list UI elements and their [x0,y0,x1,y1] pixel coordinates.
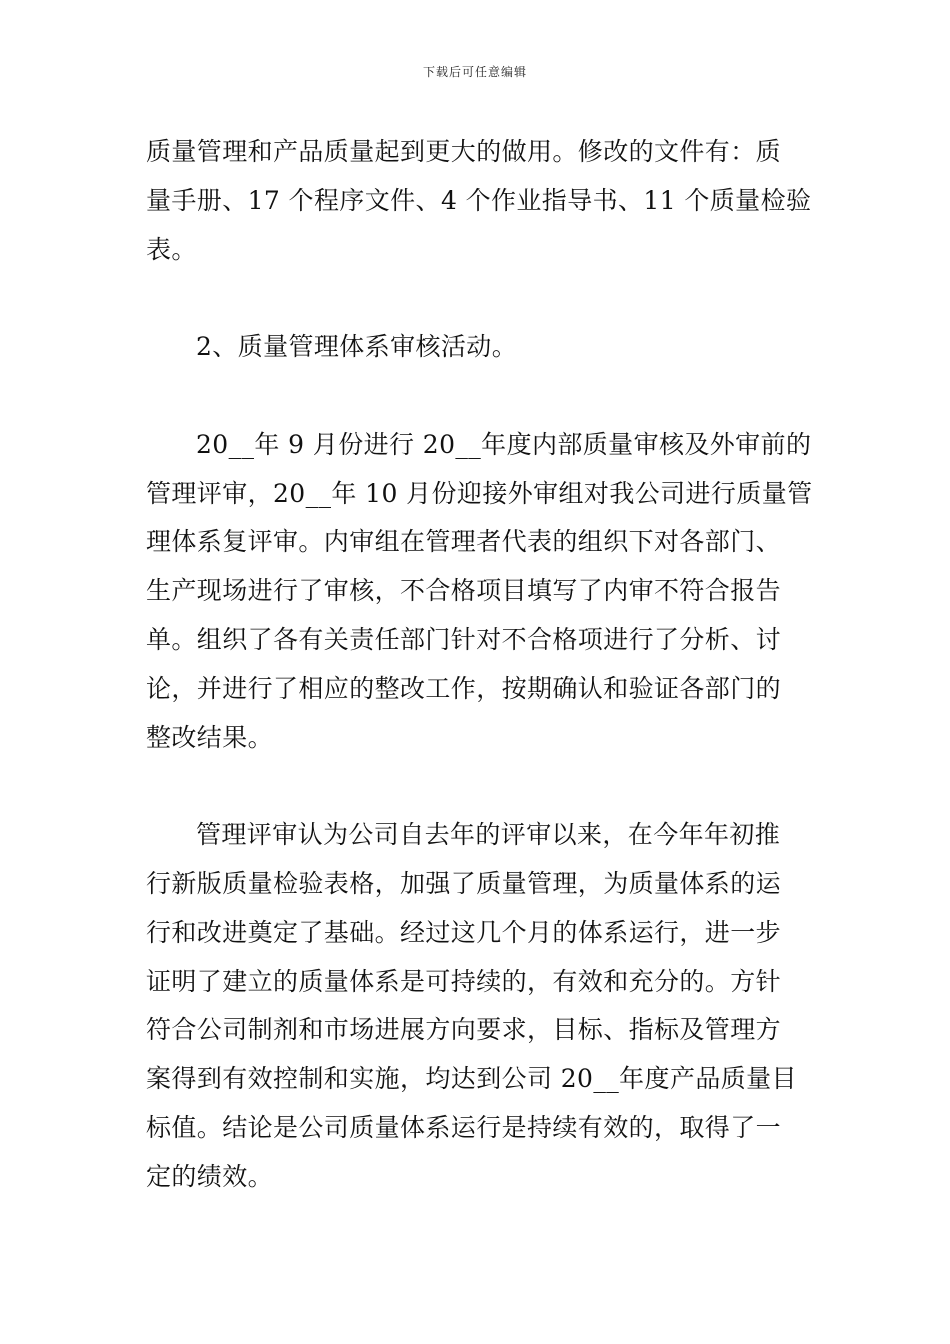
text-line: 20__年 9 月份进行 20__年度内部质量审核及外审前的 [196,429,812,459]
text-line: 单。组织了各有关责任部门针对不合格项进行了分析、讨 [146,624,782,654]
paragraph-management-review [146,811,810,1201]
text-line: 行新版质量检验表格，加强了质量管理，为质量体系的运 [146,868,782,898]
text-line: 符合公司制剂和市场进展方向要求，目标、指标及管理方 [146,1015,782,1045]
text-line: 理体系复评审。内审组在管理者代表的组织下对各部门、 [146,527,782,557]
section-heading [146,323,810,372]
paragraph-audit [146,421,813,763]
text-line: 管理评审，20__年 10 月份迎接外审组对我公司进行质量管 [146,478,813,508]
text-line: 定的绩效。 [146,1161,274,1191]
text-line: 案得到有效控制和实施，均达到公司 20__年度产品质量目 [146,1064,797,1094]
paragraph-spacer [146,274,810,323]
text-line: 2、质量管理体系审核活动。 [196,332,518,362]
document-body [146,128,813,1202]
text-line: 质量管理和产品质量起到更大的做用。修改的文件有：质 [146,137,782,166]
text-line: 行和改进奠定了基础。经过这几个月的体系运行，进一步 [146,917,782,947]
paragraph-spacer [146,372,810,421]
text-line: 整改结果。 [146,722,274,752]
text-line: 论，并进行了相应的整改工作，按期确认和验证各部门的 [146,673,782,703]
text-line: 量手册、17 个程序文件、4 个作业指导书、11 个质量检验 [146,185,812,215]
text-line: 管理评审认为公司自去年的评审以来，在今年年初推 [196,820,781,850]
text-line: 表。 [146,234,197,264]
text-line: 生产现场进行了审核，不合格项目填写了内审不符合报告 [146,576,782,606]
page-header: 下载后可任意编辑 [422,65,527,79]
paragraph-spacer [146,762,810,811]
text-line: 标值。结论是公司质量体系运行是持续有效的，取得了一 [146,1112,782,1142]
paragraph-continuation [146,128,810,274]
text-line: 证明了建立的质量体系是可持续的，有效和充分的。方针 [146,966,782,996]
